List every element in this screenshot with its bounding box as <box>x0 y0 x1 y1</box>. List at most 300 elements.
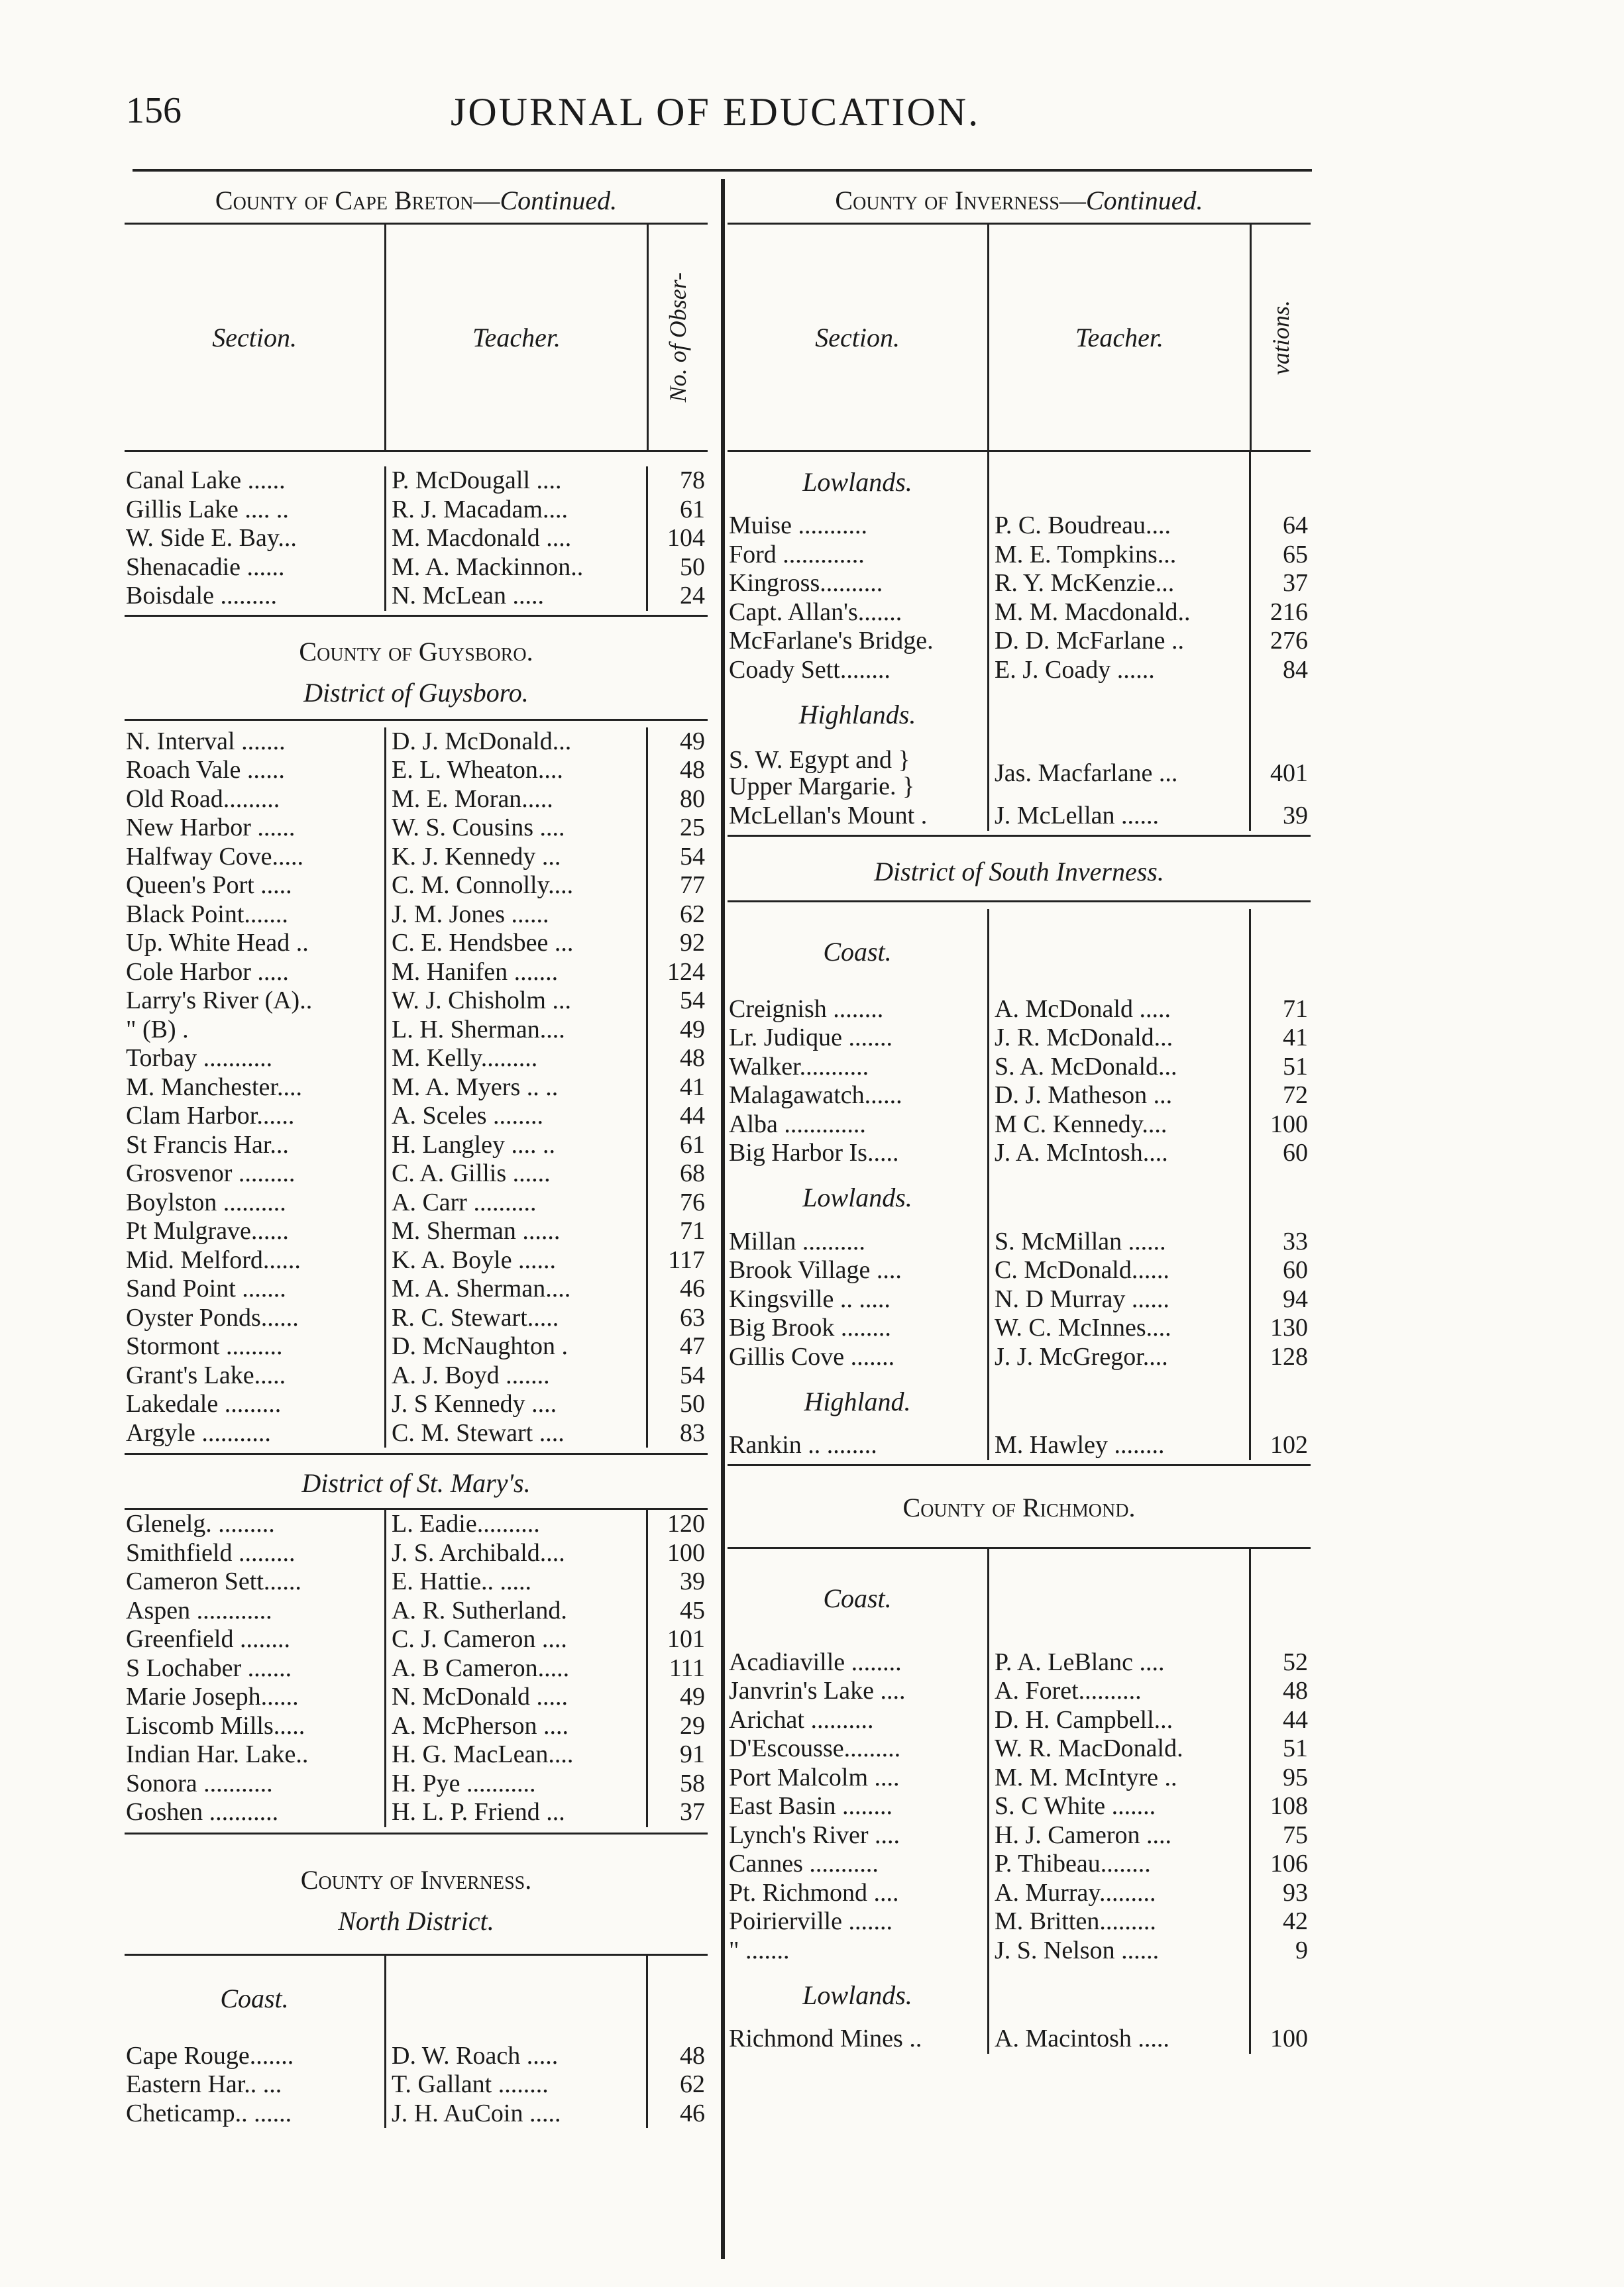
row-section: Pt Mulgrave...... <box>125 1217 386 1246</box>
row-teacher: K. A. Boyle ...... <box>386 1246 648 1275</box>
row-observations: 71 <box>680 1217 705 1245</box>
row-observations: 216 <box>1270 598 1308 626</box>
row-teacher: H. G. MacLean.... <box>386 1740 648 1770</box>
row-teacher: R. J. Macadam.... <box>386 496 648 525</box>
table-row <box>125 1770 708 1799</box>
left-column <box>125 179 708 2259</box>
rows-south-coast <box>728 995 1311 1168</box>
row-observations: 63 <box>680 1303 705 1332</box>
row-section: Halfway Cove..... <box>125 843 386 872</box>
row-section: Cameron Sett...... <box>125 1568 386 1597</box>
row-observations: 100 <box>1270 1110 1308 1138</box>
row-observations: 44 <box>680 1102 705 1130</box>
row-section: Larry's River (A).. <box>125 986 386 1016</box>
table-row <box>728 1677 1311 1706</box>
row-teacher: M. Hawley ........ <box>989 1431 1251 1460</box>
row-section: Goshen ........... <box>125 1798 386 1827</box>
table-row <box>125 986 708 1016</box>
row-teacher: C. A. Gillis ...... <box>386 1159 648 1189</box>
row-section: Upper Margarie. } <box>729 772 915 800</box>
row-observations: 58 <box>680 1769 705 1797</box>
rows-south-lowlands <box>728 1228 1311 1372</box>
row-section: " ....... <box>728 1937 989 1966</box>
row-section: N. Interval ....... <box>125 727 386 757</box>
table-row <box>125 814 708 843</box>
row-observations: 120 <box>667 1510 705 1538</box>
table-row <box>125 1275 708 1304</box>
row-section: W. Side E. Bay... <box>125 524 386 553</box>
group-coast: Coast. <box>125 1956 386 2042</box>
table-row <box>125 2100 708 2129</box>
row-observations: 104 <box>667 524 705 552</box>
row-observations: 37 <box>680 1798 705 1826</box>
row-observations: 9 <box>1295 1936 1308 1964</box>
row-teacher: A. Murray......... <box>989 1879 1251 1908</box>
row-section: Grant's Lake..... <box>125 1361 386 1391</box>
row-section: D'Escousse......... <box>728 1734 989 1764</box>
table-row <box>728 1314 1311 1343</box>
row-section: " (B) . <box>125 1016 386 1045</box>
table-row <box>125 871 708 900</box>
district-guysboro: District of Guysboro. <box>303 677 529 708</box>
row-section: Walker........... <box>728 1053 989 1082</box>
observations-header: No. of Obser- <box>665 272 692 403</box>
county-title-richmond: County of Richmond. <box>902 1492 1136 1522</box>
row-observations: 106 <box>1270 1850 1308 1878</box>
row-observations: 54 <box>680 842 705 871</box>
row-teacher: D. J. Matheson ... <box>989 1081 1251 1110</box>
row-observations: 33 <box>1283 1227 1308 1255</box>
row-observations: 78 <box>680 466 705 494</box>
row-teacher: N. D Murray ...... <box>989 1285 1251 1314</box>
row-section: Lynch's River .... <box>728 1821 989 1850</box>
column-separator <box>721 179 725 2259</box>
row-section: Indian Har. Lake.. <box>125 1740 386 1770</box>
row-observations: 54 <box>680 1361 705 1389</box>
row-teacher: P. Thibeau........ <box>989 1850 1251 1879</box>
row-section: Janvrin's Lake .... <box>728 1677 989 1706</box>
table-row <box>125 466 708 496</box>
row-section: Oyster Ponds...... <box>125 1304 386 1333</box>
row-section: Alba ............. <box>728 1110 989 1140</box>
row-observations: 61 <box>680 495 705 523</box>
county-title-inverness-cont: County of Inverness—Continued. <box>835 186 1203 215</box>
row-observations: 62 <box>680 2070 705 2098</box>
row-section: Creignish ........ <box>728 995 989 1024</box>
row-section: Greenfield ........ <box>125 1625 386 1654</box>
row-teacher: J. R. McDonald... <box>989 1024 1251 1053</box>
row-teacher: A. Macintosh ..... <box>989 2025 1251 2054</box>
table-row <box>125 1597 708 1626</box>
table-row <box>125 1016 708 1045</box>
row-observations: 46 <box>680 2099 705 2127</box>
row-teacher: H. Pye ........... <box>386 1770 648 1799</box>
row-teacher: N. McDonald ..... <box>386 1683 648 1712</box>
row-section: Malagawatch...... <box>728 1081 989 1110</box>
rows-richmond-lowlands <box>728 2025 1311 2054</box>
row-observations: 101 <box>667 1625 705 1653</box>
table-row <box>125 496 708 525</box>
table-row <box>728 1285 1311 1314</box>
row-observations: 54 <box>680 986 705 1014</box>
table-row <box>125 1159 708 1189</box>
row-section: Grosvenor ......... <box>125 1159 386 1189</box>
row-teacher: H. Langley .... .. <box>386 1131 648 1160</box>
row-section: Arichat .......... <box>728 1706 989 1735</box>
row-observations: 48 <box>680 2041 705 2070</box>
table-row <box>125 843 708 872</box>
row-teacher: S. C White ....... <box>989 1792 1251 1821</box>
row-section: Poirierville ....... <box>728 1907 989 1937</box>
row-section: Acadiaville ........ <box>728 1648 989 1677</box>
row-teacher: M. Britten......... <box>989 1907 1251 1937</box>
row-observations: 29 <box>680 1711 705 1740</box>
teacher-header: Teacher. <box>989 225 1251 450</box>
row-observations: 64 <box>1283 511 1308 539</box>
row-section: Black Point....... <box>125 900 386 930</box>
group-lowlands: Lowlands. <box>728 452 989 511</box>
rows-inverness-highlands <box>728 802 1311 831</box>
table-row <box>728 1053 1311 1082</box>
row-section: McFarlane's Bridge. <box>728 627 989 656</box>
row-observations: 72 <box>1283 1081 1308 1109</box>
row-section: Rankin .. ........ <box>728 1431 989 1460</box>
row-observations: 76 <box>680 1188 705 1216</box>
row-section: Sand Point ....... <box>125 1275 386 1304</box>
table-row <box>728 656 1311 685</box>
row-observations: 65 <box>1283 540 1308 568</box>
table-row <box>125 2070 708 2100</box>
row-teacher: C. McDonald...... <box>989 1256 1251 1285</box>
row-section: Mid. Melford...... <box>125 1246 386 1275</box>
row-observations: 45 <box>680 1596 705 1624</box>
row-section: St Francis Har... <box>125 1131 386 1160</box>
row-observations: 51 <box>1283 1734 1308 1762</box>
row-section: Big Harbor Is..... <box>728 1139 989 1168</box>
table-row <box>125 2042 708 2071</box>
row-section: Ford ............. <box>728 541 989 570</box>
rows-south-highland <box>728 1431 1311 1460</box>
section-header: Section. <box>728 225 989 450</box>
row-teacher: S. A. McDonald... <box>989 1053 1251 1082</box>
row-observations: 48 <box>680 1044 705 1072</box>
row-observations: 61 <box>680 1130 705 1159</box>
table-row <box>125 524 708 553</box>
row-observations: 37 <box>1283 569 1308 597</box>
page-number: 156 <box>126 90 182 131</box>
table-row <box>125 1131 708 1160</box>
row-teacher: Jas. Macfarlane ... <box>989 744 1251 802</box>
row-section: Queen's Port ..... <box>125 871 386 900</box>
row-teacher: M. M. McIntyre .. <box>989 1764 1251 1793</box>
row-teacher: M. A. Mackinnon.. <box>386 553 648 582</box>
row-observations: 60 <box>1283 1256 1308 1284</box>
rows-st-marys <box>125 1510 708 1827</box>
district-north: North District. <box>338 1905 494 1936</box>
row-teacher: J. A. McIntosh.... <box>989 1139 1251 1168</box>
row-observations: 68 <box>680 1159 705 1187</box>
row-section: Kingsville .. ..... <box>728 1285 989 1314</box>
row-observations: 41 <box>680 1073 705 1101</box>
table-row <box>728 569 1311 598</box>
table-row <box>728 1706 1311 1735</box>
rows-inverness-north <box>125 2042 708 2129</box>
row-section: Up. White Head .. <box>125 929 386 958</box>
row-section: Eastern Har.. ... <box>125 2070 386 2100</box>
table-row <box>728 627 1311 656</box>
row-teacher: K. J. Kennedy ... <box>386 843 648 872</box>
row-section: Marie Joseph...... <box>125 1683 386 1712</box>
row-observations: 25 <box>680 814 705 841</box>
row-observations: 94 <box>1283 1285 1308 1313</box>
county-title-cape-breton: County of Cape Breton—Continued. <box>215 186 618 215</box>
row-observations: 41 <box>1283 1024 1308 1051</box>
row-teacher: W. C. McInnes.... <box>989 1314 1251 1343</box>
row-observations: 276 <box>1270 627 1308 655</box>
table-row <box>125 958 708 987</box>
row-section: Roach Vale ...... <box>125 756 386 785</box>
row-teacher: T. Gallant ........ <box>386 2070 648 2100</box>
row-section: Millan .......... <box>728 1228 989 1257</box>
table-row <box>125 1712 708 1741</box>
group-lowlands: Lowlands. <box>728 1965 989 2025</box>
table-header-right <box>728 225 1311 452</box>
journal-title: JOURNAL OF EDUCATION. <box>451 90 981 134</box>
row-teacher: C. J. Cameron .... <box>386 1625 648 1654</box>
row-observations: 111 <box>669 1654 705 1682</box>
row-section: Boisdale ......... <box>125 582 386 611</box>
table-row <box>728 1431 1311 1460</box>
row-teacher: M. Hanifen ....... <box>386 958 648 987</box>
row-section: Lakedale ......... <box>125 1390 386 1419</box>
row-observations: 71 <box>1283 994 1308 1023</box>
row-teacher: J. H. AuCoin ..... <box>386 2100 648 2129</box>
row-teacher: M. Kelly......... <box>386 1044 648 1073</box>
table-row <box>125 1798 708 1827</box>
row-section: Cannes ........... <box>728 1850 989 1879</box>
row-teacher: J. McLellan ...... <box>989 802 1251 831</box>
row-observations: 130 <box>1270 1314 1308 1342</box>
row-teacher: S. McMillan ...... <box>989 1228 1251 1257</box>
row-observations: 49 <box>680 727 705 755</box>
table-row <box>728 511 1311 541</box>
right-column <box>728 179 1311 2259</box>
rows-richmond-coast <box>728 1648 1311 1966</box>
table-row <box>728 1256 1311 1285</box>
table-row <box>728 1879 1311 1908</box>
row-observations: 77 <box>680 871 705 899</box>
row-teacher: D. H. Campbell... <box>989 1706 1251 1735</box>
row-teacher: R. Y. McKenzie... <box>989 569 1251 598</box>
row-observations: 51 <box>1283 1052 1308 1081</box>
rows-guysboro <box>125 727 708 1448</box>
row-teacher: L. H. Sherman.... <box>386 1016 648 1045</box>
table-row <box>125 1217 708 1246</box>
table-row <box>728 1228 1311 1257</box>
row-observations: 92 <box>680 929 705 957</box>
row-teacher: D. McNaughton . <box>386 1332 648 1361</box>
table-row <box>125 1102 708 1131</box>
row-section: East Basin ........ <box>728 1792 989 1821</box>
row-teacher: W. S. Cousins .... <box>386 814 648 843</box>
row-section: Stormont ......... <box>125 1332 386 1361</box>
row-observations: 93 <box>1283 1878 1308 1907</box>
row-section: Sonora ........... <box>125 1770 386 1799</box>
table-row <box>728 2025 1311 2054</box>
row-teacher: J. S Kennedy .... <box>386 1390 648 1419</box>
row-teacher: N. McLean ..... <box>386 582 648 611</box>
row-teacher: D. W. Roach ..... <box>386 2042 648 2071</box>
row-observations: 24 <box>680 582 705 610</box>
table-row <box>728 1850 1311 1879</box>
row-section: Shenacadie ...... <box>125 553 386 582</box>
row-observations: 95 <box>1283 1763 1308 1791</box>
row-observations: 62 <box>680 900 705 928</box>
row-section: Port Malcolm .... <box>728 1764 989 1793</box>
table-row <box>125 1510 708 1539</box>
row-observations: 49 <box>680 1683 705 1711</box>
row-teacher: H. J. Cameron .... <box>989 1821 1251 1850</box>
row-observations: 39 <box>680 1568 705 1595</box>
row-observations: 100 <box>667 1538 705 1567</box>
row-teacher: M. A. Sherman.... <box>386 1275 648 1304</box>
table-row <box>125 1044 708 1073</box>
table-row <box>125 1419 708 1448</box>
table-row <box>125 1625 708 1654</box>
row-teacher: J. M. Jones ...... <box>386 900 648 930</box>
county-title-guysboro: County of Guysboro. <box>299 636 533 666</box>
row-teacher: P. A. LeBlanc .... <box>989 1648 1251 1677</box>
row-section: New Harbor ...... <box>125 814 386 843</box>
rows-cape-breton <box>125 466 708 611</box>
row-section: Brook Village .... <box>728 1256 989 1285</box>
row-teacher: D. J. McDonald... <box>386 727 648 757</box>
row-section: Torbay ........... <box>125 1044 386 1073</box>
row-teacher: J. S. Nelson ...... <box>989 1937 1251 1966</box>
table-row <box>728 1139 1311 1168</box>
row-section: Old Road......... <box>125 785 386 814</box>
table-row <box>728 1764 1311 1793</box>
table-row <box>728 995 1311 1024</box>
row-observations: 48 <box>680 756 705 784</box>
row-teacher: J. S. Archibald.... <box>386 1539 648 1568</box>
row-section: Glenelg. ......... <box>125 1510 386 1539</box>
row-teacher: M. E. Moran..... <box>386 785 648 814</box>
row-section: Lr. Judique ....... <box>728 1024 989 1053</box>
row-section: Canal Lake ...... <box>125 466 386 496</box>
table-row <box>125 1189 708 1218</box>
row-section: S Lochaber ....... <box>125 1654 386 1683</box>
district-south-inverness: District of South Inverness. <box>874 856 1164 886</box>
row-section: Cole Harbor ..... <box>125 958 386 987</box>
table-header <box>125 225 708 452</box>
table-row <box>125 1361 708 1391</box>
section-header: Section. <box>125 225 386 450</box>
row-section: Gillis Lake .... .. <box>125 496 386 525</box>
table-row <box>728 1024 1311 1053</box>
table-row <box>125 929 708 958</box>
row-section: Pt. Richmond .... <box>728 1879 989 1908</box>
row-section: Liscomb Mills..... <box>125 1712 386 1741</box>
district-st-marys: District of St. Mary's. <box>301 1468 531 1498</box>
row-observations: 128 <box>1270 1342 1308 1371</box>
rows-inverness-lowlands <box>728 511 1311 684</box>
row-section: Coady Sett........ <box>728 656 989 685</box>
row-observations: 52 <box>1283 1648 1308 1676</box>
table-row <box>728 1343 1311 1372</box>
row-observations: 100 <box>1270 2025 1308 2052</box>
row-teacher: C. E. Hendsbee ... <box>386 929 648 958</box>
row-teacher: A. Carr .......... <box>386 1189 648 1218</box>
row-teacher: M. M. Macdonald.. <box>989 598 1251 627</box>
table-row <box>125 1740 708 1770</box>
row-section: Clam Harbor...... <box>125 1102 386 1131</box>
row-observations: 39 <box>1283 802 1308 829</box>
table-row <box>125 1073 708 1102</box>
row-observations: 47 <box>680 1332 705 1360</box>
table-row <box>728 1081 1311 1110</box>
table-row <box>728 802 1311 831</box>
county-title-inverness: County of Inverness. <box>300 1864 532 1895</box>
row-section: Cape Rouge....... <box>125 2042 386 2071</box>
row-teacher: H. L. P. Friend ... <box>386 1798 648 1827</box>
row-teacher: A. McPherson .... <box>386 1712 648 1741</box>
row-observations: 50 <box>680 1390 705 1418</box>
table-row <box>728 1648 1311 1677</box>
row-section: Cheticamp.. ...... <box>125 2100 386 2129</box>
table-row <box>728 598 1311 627</box>
table-row <box>125 1539 708 1568</box>
row-section: Richmond Mines .. <box>728 2025 989 2054</box>
row-observations: 117 <box>668 1246 705 1274</box>
row-teacher: P. McDougall .... <box>386 466 648 496</box>
row-section: Boylston .......... <box>125 1189 386 1218</box>
row-observations: 50 <box>680 553 705 581</box>
table-row <box>125 1332 708 1361</box>
row-observations: 44 <box>1283 1705 1308 1734</box>
table-row <box>125 1246 708 1275</box>
row-teacher: M. E. Tompkins... <box>989 541 1251 570</box>
row-teacher: P. C. Boudreau.... <box>989 511 1251 541</box>
row-teacher: A. J. Boyd ....... <box>386 1361 648 1391</box>
group-highland: Highland. <box>728 1371 989 1431</box>
row-observations: 49 <box>680 1015 705 1043</box>
row-teacher: A. McDonald ..... <box>989 995 1251 1024</box>
row-teacher: C. M. Connolly.... <box>386 871 648 900</box>
row-observations: 108 <box>1270 1792 1308 1820</box>
table-row <box>125 1568 708 1597</box>
row-teacher: E. L. Wheaton.... <box>386 756 648 785</box>
table-row <box>728 744 1311 802</box>
row-section: M. Manchester.... <box>125 1073 386 1102</box>
row-section: Capt. Allan's....... <box>728 598 989 627</box>
table-row <box>728 1821 1311 1850</box>
row-section: Muise ........... <box>728 511 989 541</box>
row-teacher: M. Macdonald .... <box>386 524 648 553</box>
group-coast: Coast. <box>728 909 989 995</box>
row-teacher: W. R. MacDonald. <box>989 1734 1251 1764</box>
row-teacher: W. J. Chisholm ... <box>386 986 648 1016</box>
table-row <box>125 1390 708 1419</box>
row-observations: 80 <box>680 784 705 813</box>
row-teacher: M. Sherman ...... <box>386 1217 648 1246</box>
group-highlands: Highlands. <box>728 684 989 744</box>
row-teacher: R. C. Stewart..... <box>386 1304 648 1333</box>
table-row <box>125 756 708 785</box>
row-observations: 83 <box>680 1418 705 1447</box>
row-observations: 46 <box>680 1275 705 1303</box>
table-row <box>125 900 708 930</box>
